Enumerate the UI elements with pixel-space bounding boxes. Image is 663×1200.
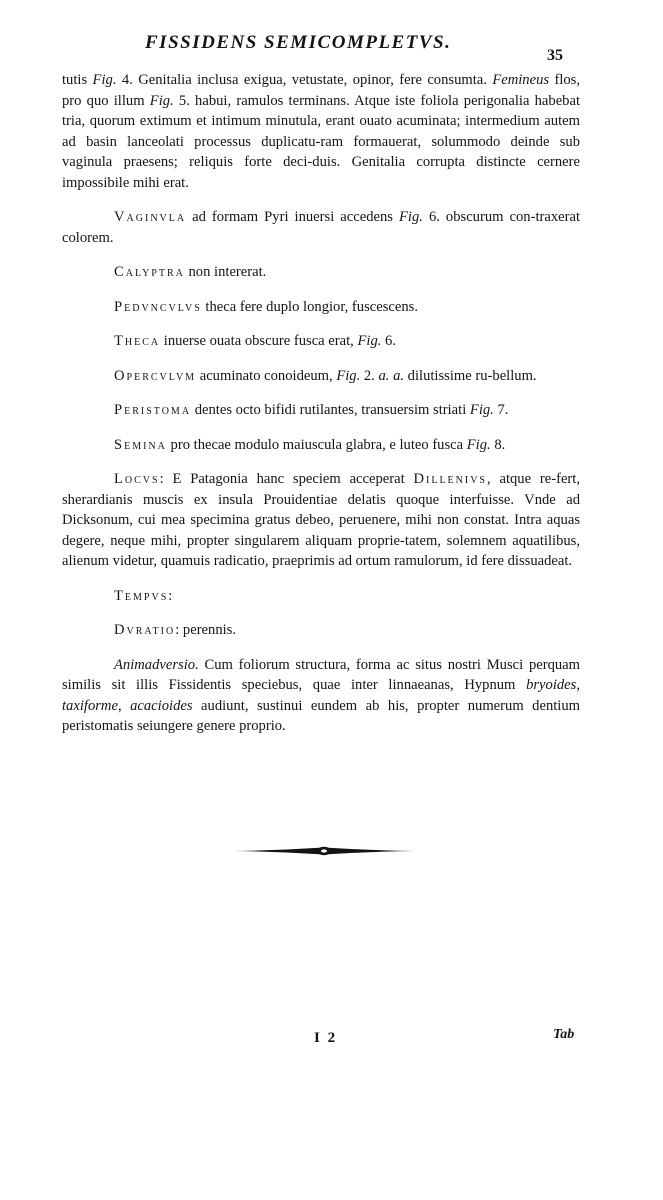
- body-text-run: 4. Genitalia inclusa exigua, vetustate, opinor, fere consumta.: [116, 72, 493, 88]
- paragraph-theca: [62, 331, 580, 352]
- section-heading: Calyptra: [114, 264, 185, 280]
- body-text-run: :: [168, 587, 173, 604]
- body-text-run: 6.: [381, 333, 396, 349]
- running-title: FISSIDENS SEMICOMPLETVS.: [145, 32, 452, 53]
- section-heading: Semina: [114, 436, 167, 453]
- body-text-run: : E Patagonia hanc speciem acceperat: [159, 471, 414, 487]
- paragraph-fig4-genitalia: [62, 70, 580, 193]
- italic-text: acacioides: [130, 697, 193, 714]
- italic-text: Fig.: [398, 209, 423, 225]
- page-number: 35: [547, 47, 563, 64]
- section-heading: Tempvs: [114, 587, 169, 604]
- paragraph-duratio: [62, 620, 580, 641]
- body-text-run: non intererat.: [184, 264, 267, 280]
- section-heading: Theca: [114, 333, 161, 349]
- section-heading: Dvratio: [114, 622, 176, 638]
- body-text-run: 8.: [490, 436, 506, 453]
- paragraph-pedunculus: [62, 297, 580, 318]
- body-text-run: dilutissime ru-bellum.: [404, 367, 537, 384]
- body-text-run: inuerse ouata obscure fusca erat,: [160, 333, 358, 349]
- body-text: [62, 70, 580, 751]
- italic-text: Fig.: [149, 92, 174, 109]
- paragraph-tempus: [62, 586, 580, 607]
- body-text-run: ad formam Pyri inuersi accedens: [186, 209, 399, 225]
- ornamental-rule: [233, 844, 415, 858]
- body-text-run: Cum foliorum structura, forma ac situs nostri Musci perquam similis sit illis Fissidentis speciebus, quae inter linnaeanas, Hypnum: [62, 656, 580, 693]
- body-text-run: : perennis.: [175, 622, 237, 638]
- paragraph-semina: [62, 435, 580, 456]
- section-heading: Opercvlvm: [114, 367, 197, 384]
- section-heading: Vaginvla: [114, 209, 187, 225]
- italic-text: Fig.: [336, 367, 361, 384]
- section-heading: Locvs: [114, 471, 160, 487]
- body-text-run: theca fere duplo longior, fuscescens.: [201, 298, 418, 315]
- section-heading: Pedvncvlvs: [114, 298, 202, 315]
- body-text-run: tutis: [62, 72, 93, 88]
- body-text-run: pro thecae modulo maiuscula glabra, e luteo fusca: [166, 436, 467, 453]
- paragraph-operculum: [62, 366, 580, 387]
- italic-text: Fig.: [466, 436, 491, 453]
- catchword: Tab: [553, 1027, 575, 1042]
- body-text-run: 7.: [493, 402, 509, 418]
- italic-text: Fig.: [92, 72, 117, 88]
- italic-text: Fig.: [357, 333, 382, 349]
- body-text-run: dentes octo bifidi rutilantes, transuersim striati: [191, 402, 470, 418]
- italic-text: Femineus: [492, 72, 550, 88]
- section-heading: Peristoma: [114, 402, 192, 418]
- paragraph-peristoma: [62, 400, 580, 421]
- body-text-run: flos, pro quo illum: [62, 72, 580, 109]
- italic-text: bryoides: [526, 677, 577, 693]
- body-text-run: acuminato conoideum,: [196, 367, 337, 384]
- italic-text: taxiforme: [62, 697, 118, 714]
- italic-text: Animadversio.: [114, 656, 199, 673]
- body-text-run: , atque re-fert, sherardianis muscis ex insula Prouidentiae delatis quoque interfuisse. Vnde ad Dicksonum, cui mea specimina gratus debeo, peruenere, mihi non constat. Intra aquas degere, neque mihi, propter singularem aliquam proprie-tatem, solemnem aquatilibus, alienum videtur, quamuis radicatio, praeprimis ad ortum ramulorum, id fere dissuadeat.: [62, 471, 580, 569]
- body-text-run: 6. obscurum con-traxerat colorem.: [62, 209, 580, 246]
- italic-text: a. a.: [378, 367, 405, 384]
- paragraph-locus: [62, 469, 580, 572]
- body-text-run: 2.: [360, 367, 379, 384]
- paragraph-vaginula: [62, 207, 580, 248]
- body-text-run: 5. habui, ramulos terminans. Atque iste foliola perigonalia habebat tria, quorum extimum et intimum minutula, erant ouato acuminata; intermedium autem ad basin lanceolati processus duplicatu-ram formauerat, solummodo deinde sub vaginula praesens; reliquis forte deci-duis. Genitalia corrupta distincte cernere impossibile mihi erat.: [62, 92, 581, 191]
- paragraph-animadversio: [62, 655, 580, 737]
- paragraph-calyptra: [62, 262, 580, 283]
- signature-mark: I 2: [314, 1030, 338, 1046]
- italic-text: Fig.: [469, 402, 494, 418]
- section-heading: Dillenivs: [413, 471, 487, 487]
- body-text-run: audiunt, sustinui eundem ab his, propter numerum dentium peristomatis seiungere genere proprio.: [62, 697, 581, 734]
- body-text-run: ,: [576, 677, 580, 693]
- body-text-run: ,: [117, 697, 131, 714]
